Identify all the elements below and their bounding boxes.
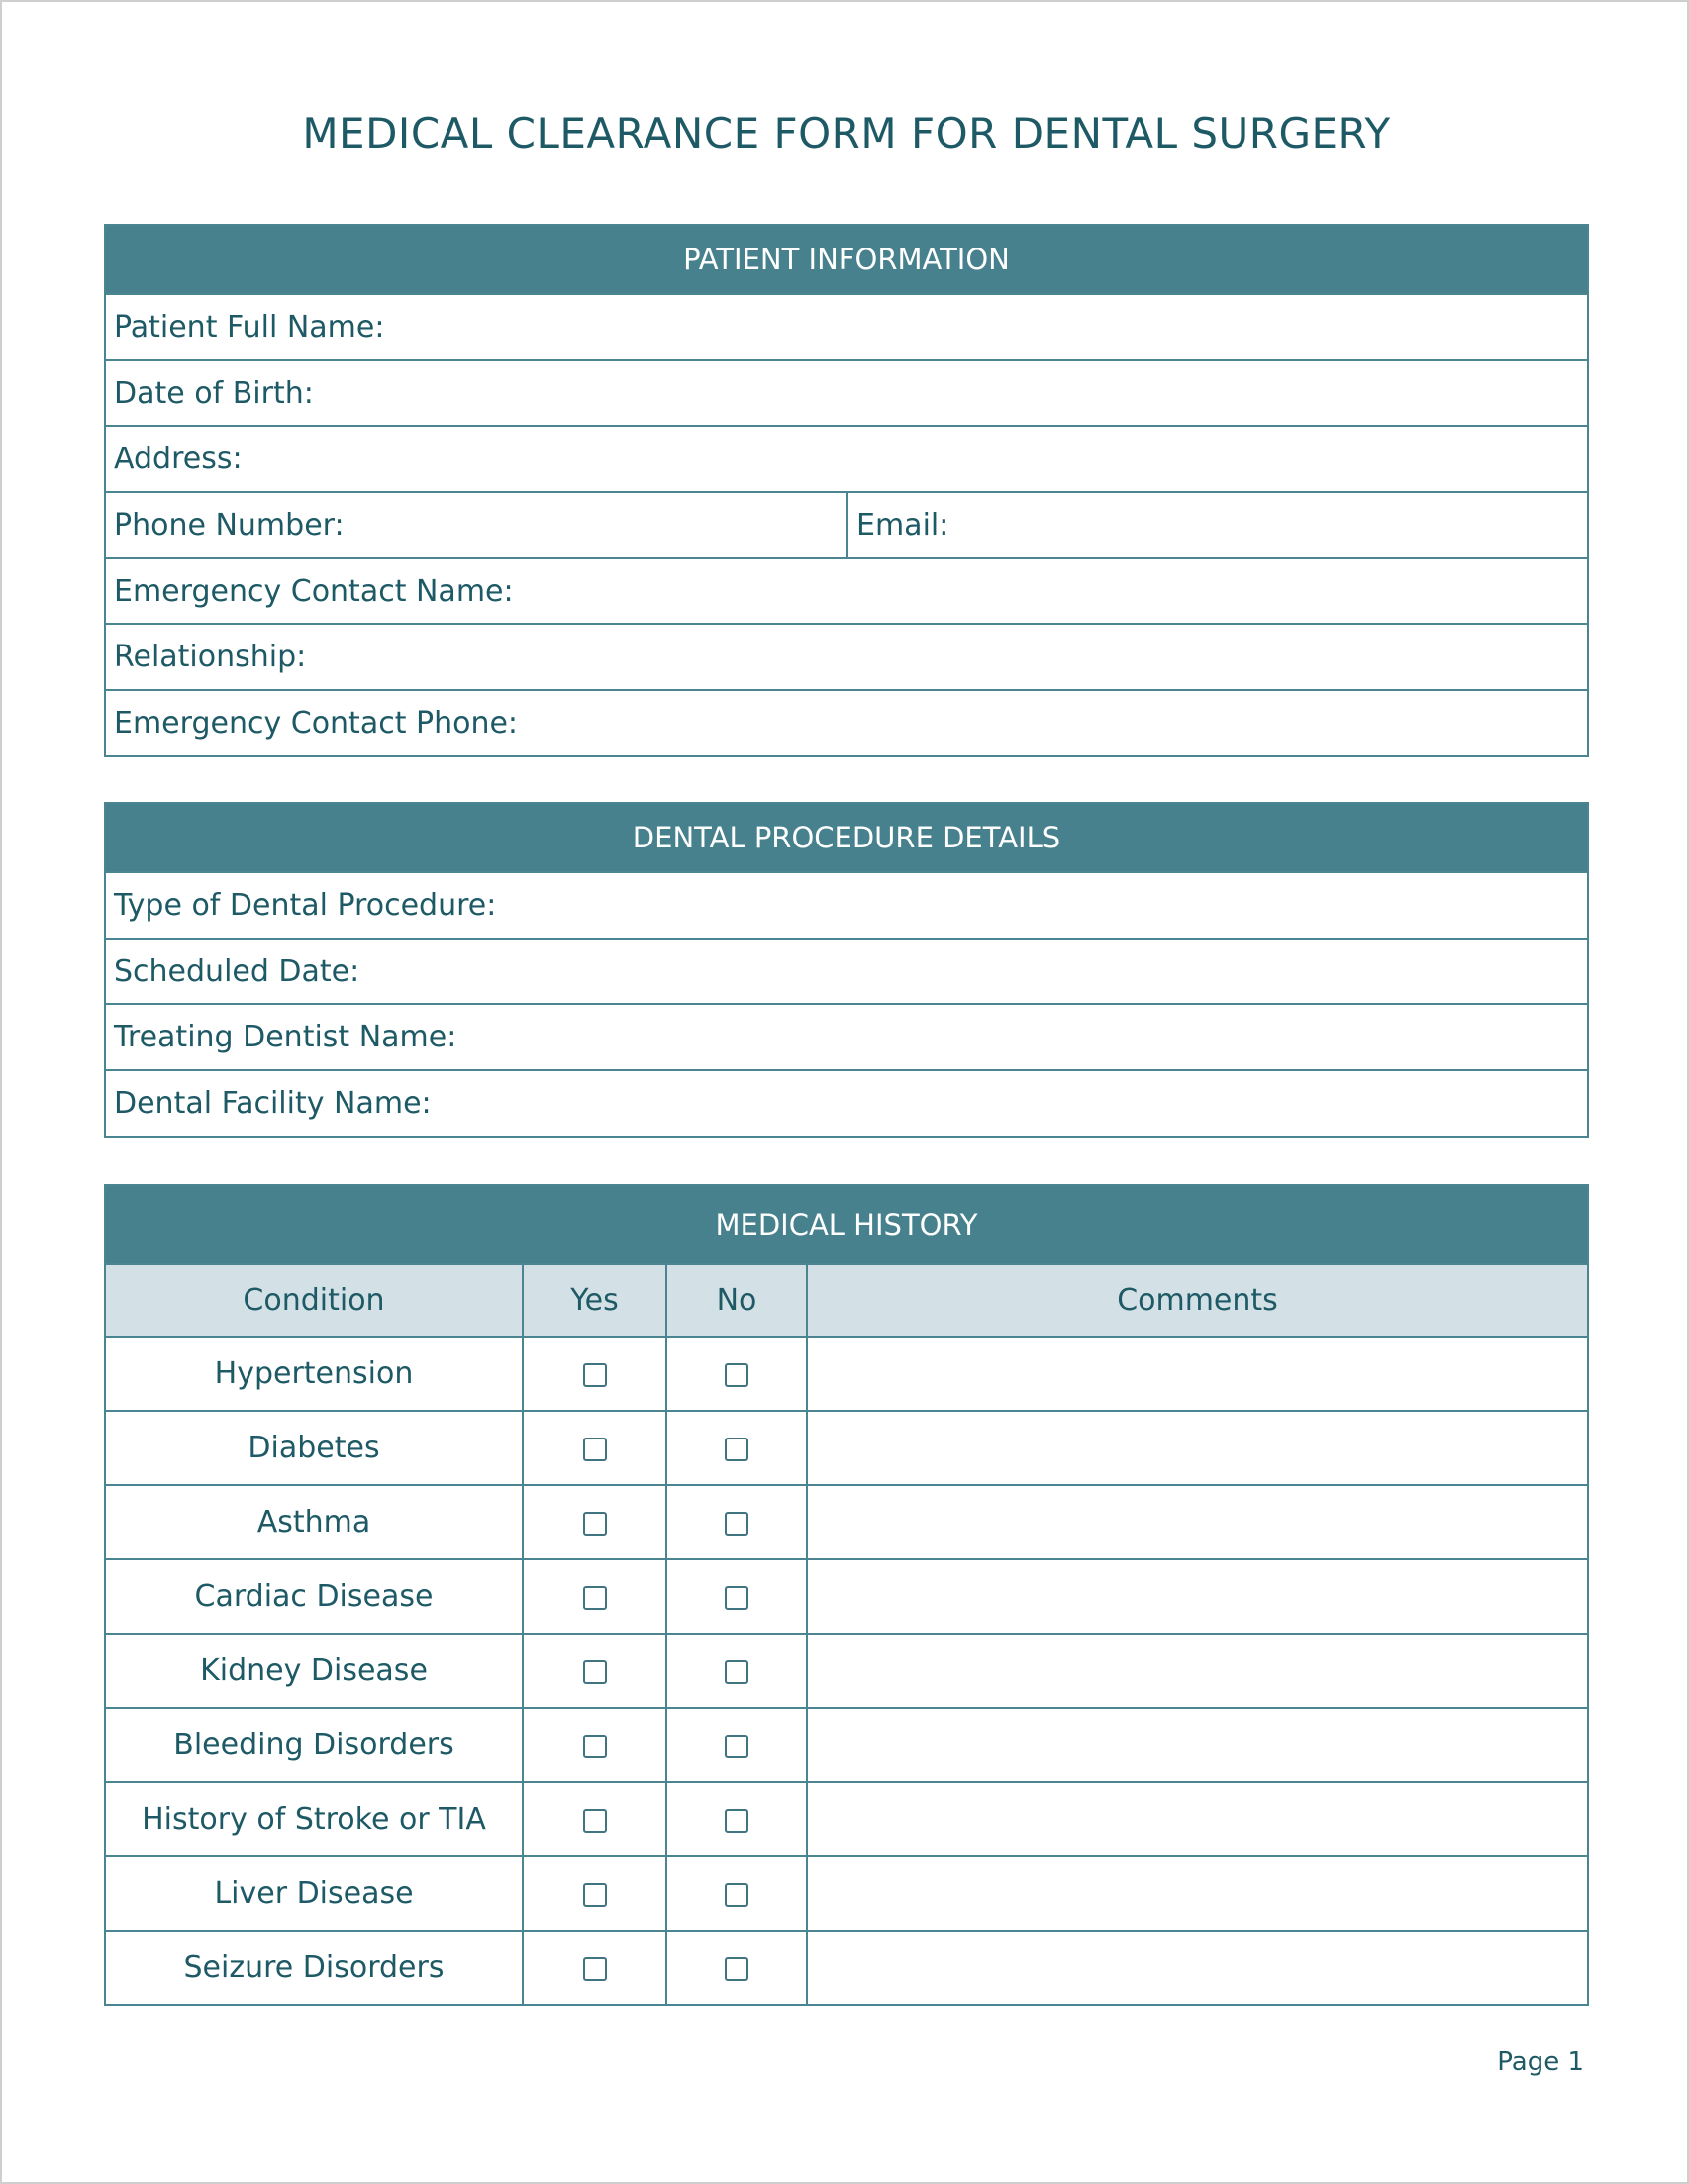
no-checkbox[interactable] [725, 1809, 748, 1833]
comments-field[interactable] [807, 1485, 1587, 1559]
condition-name: Bleeding Disorders [106, 1708, 523, 1782]
condition-name: Cardiac Disease [106, 1559, 523, 1634]
yes-cell [523, 1634, 666, 1708]
scheduled-date-label: Scheduled Date: [114, 953, 360, 989]
phone-email-row [106, 491, 1587, 557]
medical-history-section [104, 1184, 1589, 2006]
yes-checkbox[interactable] [583, 1363, 607, 1387]
comments-field[interactable] [807, 1856, 1587, 1931]
scheduled-date-field[interactable] [106, 938, 1587, 1004]
procedure-type-label: Type of Dental Procedure: [114, 887, 497, 923]
no-cell [666, 1485, 807, 1559]
no-cell [666, 1411, 807, 1485]
no-cell [666, 1634, 807, 1708]
patient-full-name-label: Patient Full Name: [114, 309, 385, 345]
condition-name: History of Stroke or TIA [106, 1782, 523, 1856]
no-cell [666, 1782, 807, 1856]
column-header-condition: Condition [106, 1264, 523, 1337]
no-cell [666, 1856, 807, 1931]
medical-history-table [106, 1263, 1587, 2004]
yes-checkbox[interactable] [583, 1512, 607, 1536]
emergency-contact-phone-field[interactable] [106, 689, 1587, 755]
form-title: MEDICAL CLEARANCE FORM FOR DENTAL SURGERY [302, 109, 1391, 157]
no-checkbox[interactable] [725, 1735, 748, 1758]
yes-cell [523, 1782, 666, 1856]
yes-cell [523, 1337, 666, 1411]
no-checkbox[interactable] [725, 1363, 748, 1387]
condition-name: Seizure Disorders [106, 1931, 523, 2004]
no-checkbox[interactable] [725, 1586, 748, 1610]
emergency-contact-name-field[interactable] [106, 557, 1587, 624]
dental-procedure-section [104, 802, 1589, 1138]
comments-field[interactable] [807, 1782, 1587, 1856]
column-header-comments: Comments [807, 1264, 1587, 1337]
table-row [106, 1782, 1587, 1856]
condition-name: Liver Disease [106, 1856, 523, 1931]
yes-cell [523, 1856, 666, 1931]
date-of-birth-label: Date of Birth: [114, 375, 314, 411]
dental-facility-label: Dental Facility Name: [114, 1085, 432, 1121]
condition-name: Diabetes [106, 1411, 523, 1485]
yes-checkbox[interactable] [583, 1883, 607, 1907]
table-row [106, 1634, 1587, 1708]
emergency-contact-name-label: Emergency Contact Name: [114, 573, 514, 609]
email-label: Email: [856, 507, 949, 543]
table-row [106, 1856, 1587, 1931]
yes-checkbox[interactable] [583, 1957, 607, 1981]
relationship-label: Relationship: [114, 640, 307, 675]
yes-cell [523, 1708, 666, 1782]
date-of-birth-field[interactable] [106, 359, 1587, 426]
table-header-row [106, 1264, 1587, 1337]
yes-cell [523, 1411, 666, 1485]
table-row [106, 1485, 1587, 1559]
medical-history-header: MEDICAL HISTORY [106, 1186, 1587, 1263]
condition-name: Hypertension [106, 1337, 523, 1411]
yes-cell [523, 1931, 666, 2004]
page-number: Page 1 [1497, 2047, 1584, 2077]
email-field[interactable] [846, 493, 1587, 557]
yes-checkbox[interactable] [583, 1660, 607, 1684]
phone-number-field[interactable] [106, 493, 846, 557]
table-row [106, 1708, 1587, 1782]
table-row [106, 1931, 1587, 2004]
comments-field[interactable] [807, 1559, 1587, 1634]
column-header-no: No [666, 1264, 807, 1337]
procedure-type-field[interactable] [106, 871, 1587, 938]
yes-checkbox[interactable] [583, 1586, 607, 1610]
no-cell [666, 1708, 807, 1782]
yes-cell [523, 1485, 666, 1559]
address-label: Address: [114, 442, 243, 477]
treating-dentist-field[interactable] [106, 1003, 1587, 1069]
comments-field[interactable] [807, 1931, 1587, 2004]
comments-field[interactable] [807, 1337, 1587, 1411]
patient-information-section [104, 224, 1589, 757]
yes-checkbox[interactable] [583, 1809, 607, 1833]
column-header-yes: Yes [523, 1264, 666, 1337]
comments-field[interactable] [807, 1708, 1587, 1782]
dental-facility-field[interactable] [106, 1069, 1587, 1136]
dental-procedure-header: DENTAL PROCEDURE DETAILS [106, 804, 1587, 871]
no-checkbox[interactable] [725, 1512, 748, 1536]
yes-cell [523, 1559, 666, 1634]
table-row [106, 1337, 1587, 1411]
no-cell [666, 1337, 807, 1411]
address-field[interactable] [106, 425, 1587, 491]
condition-name: Asthma [106, 1485, 523, 1559]
no-cell [666, 1559, 807, 1634]
no-checkbox[interactable] [725, 1957, 748, 1981]
table-row [106, 1559, 1587, 1634]
condition-name: Kidney Disease [106, 1634, 523, 1708]
relationship-field[interactable] [106, 623, 1587, 689]
yes-checkbox[interactable] [583, 1438, 607, 1461]
comments-field[interactable] [807, 1411, 1587, 1485]
phone-number-label: Phone Number: [114, 507, 345, 543]
table-row [106, 1411, 1587, 1485]
no-checkbox[interactable] [725, 1660, 748, 1684]
emergency-contact-phone-label: Emergency Contact Phone: [114, 705, 519, 741]
yes-checkbox[interactable] [583, 1735, 607, 1758]
no-cell [666, 1931, 807, 2004]
comments-field[interactable] [807, 1634, 1587, 1708]
patient-full-name-field[interactable] [106, 293, 1587, 359]
patient-information-header: PATIENT INFORMATION [106, 226, 1587, 293]
treating-dentist-label: Treating Dentist Name: [114, 1020, 457, 1055]
no-checkbox[interactable] [725, 1883, 748, 1907]
no-checkbox[interactable] [725, 1438, 748, 1461]
